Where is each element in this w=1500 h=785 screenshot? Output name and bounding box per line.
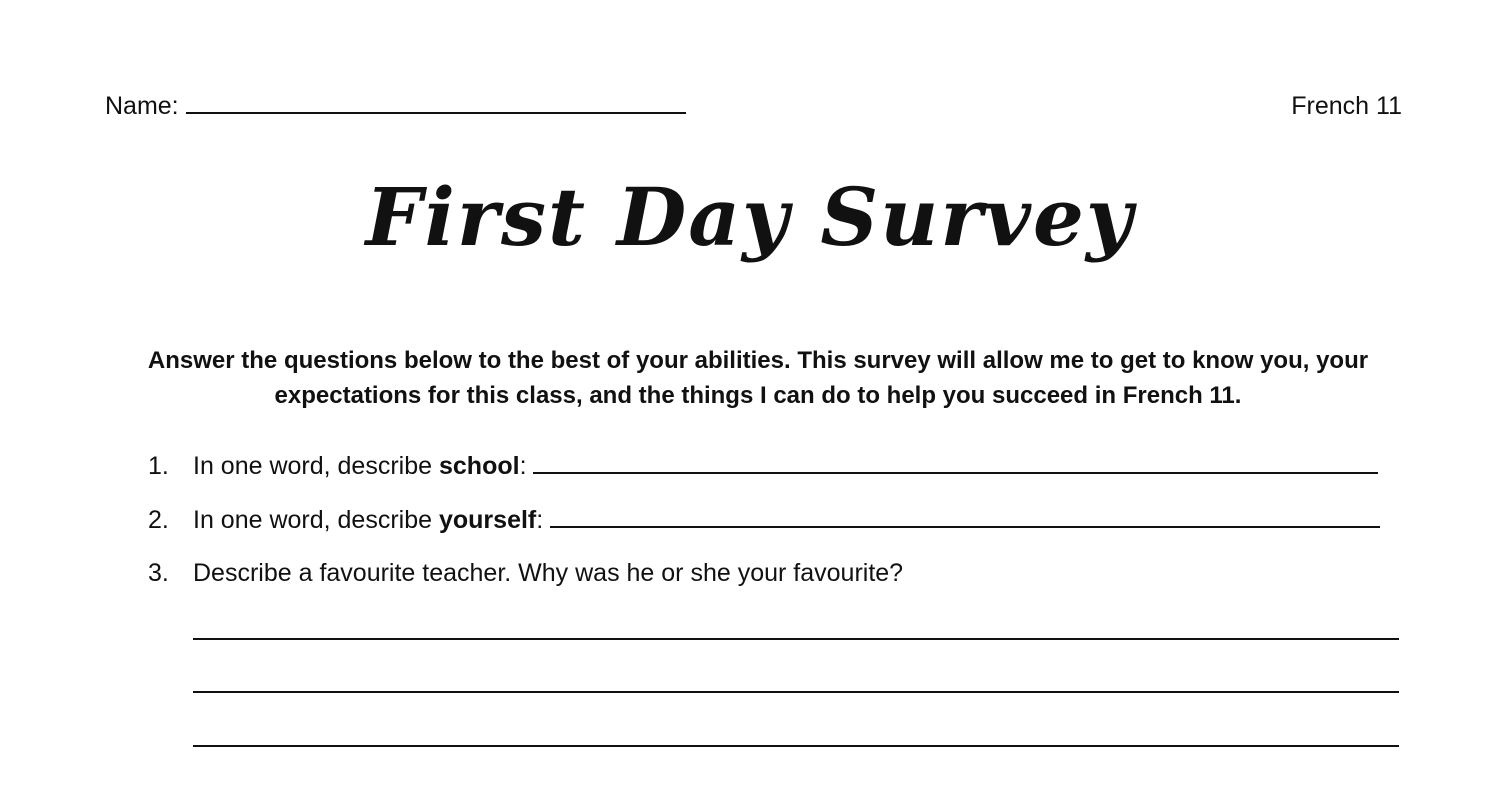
question-keyword: school (438, 452, 520, 480)
colon: : (519, 452, 527, 480)
question-text: In one word, describe (193, 452, 439, 480)
question-text: In one word, describe (193, 506, 439, 534)
question-keyword: yourself (438, 506, 537, 534)
question-3 (148, 559, 903, 588)
page-title: First Day Survey (365, 170, 1135, 264)
answer-line[interactable] (193, 745, 1399, 747)
answer-line[interactable] (193, 638, 1399, 640)
answer-line[interactable] (193, 691, 1399, 693)
answer-blank[interactable] (533, 452, 1378, 474)
instructions: Answer the questions below to the best of your abilities. This survey will allow me to get to know you, your expectations for this class, and the things I can do to help you succeed in French 11. (147, 347, 1369, 409)
colon: : (536, 506, 544, 534)
name-label: Name: (105, 92, 179, 120)
question-number: 1. (148, 452, 169, 480)
name-blank[interactable] (186, 92, 686, 114)
question-1 (148, 452, 1378, 481)
question-number: 2. (148, 506, 169, 534)
course-label: French 11 (1291, 92, 1402, 120)
question-text: Describe a favourite teacher. Why was he or she your favourite? (193, 559, 904, 587)
question-2 (148, 506, 1380, 535)
answer-blank[interactable] (550, 506, 1380, 528)
name-field[interactable] (105, 92, 686, 121)
question-number: 3. (148, 559, 169, 587)
